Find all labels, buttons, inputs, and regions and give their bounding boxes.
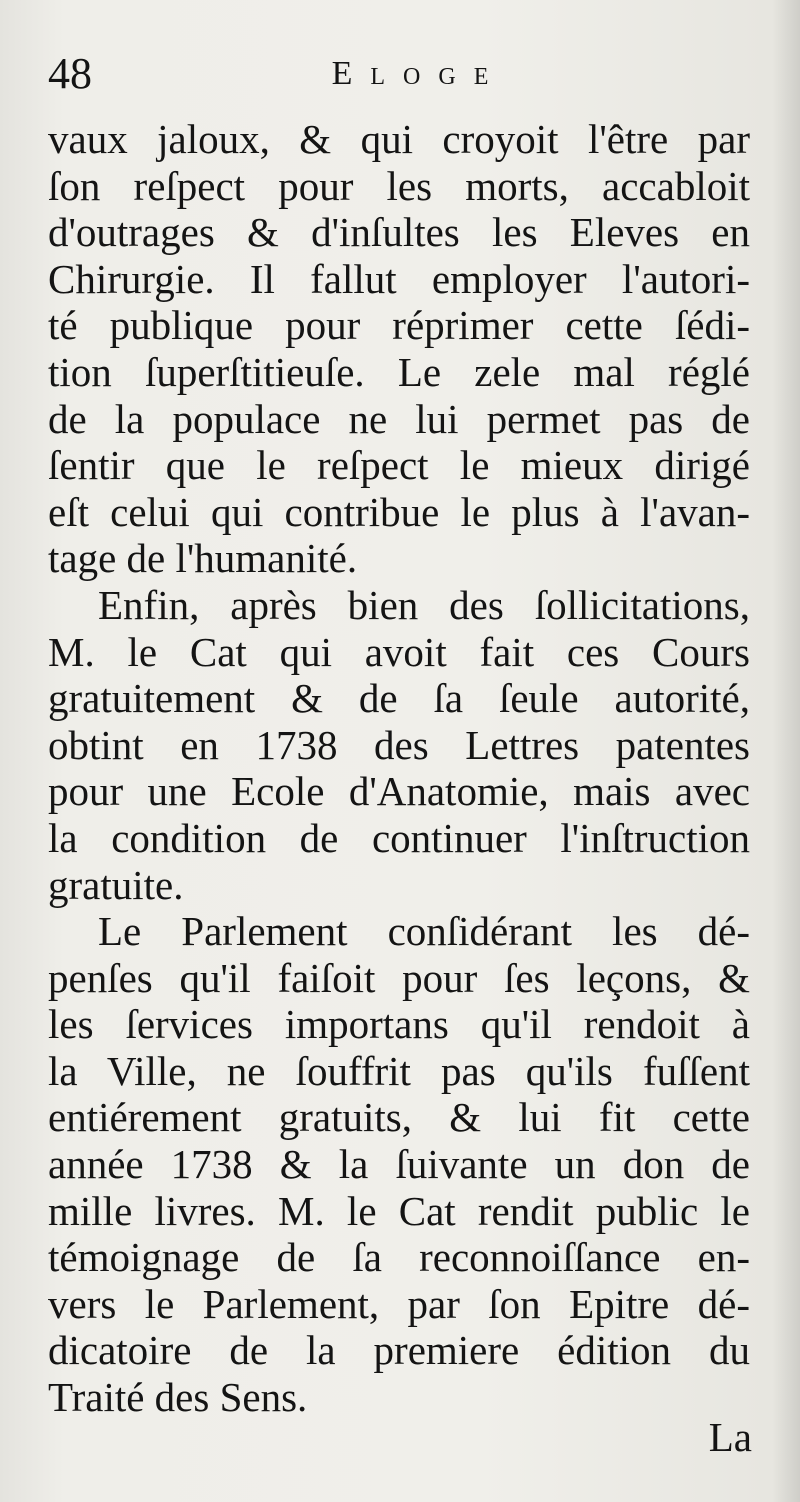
text-line: dicatoire de la premiere édition du <box>48 1327 750 1374</box>
text-line: d'outrages & d'inſultes les Eleves en <box>48 209 750 256</box>
text-line: gratuitement & de ſa ſeule autorité, <box>48 675 750 722</box>
text-line: année 1738 & la ſuivante un don de <box>48 1141 750 1188</box>
text-line: les ſervices importans qu'il rendoit à <box>48 1001 750 1048</box>
page-number: 48 <box>48 49 92 98</box>
text-line: M. le Cat qui avoit fait ces Cours <box>48 628 750 675</box>
text-line: Enfin, après bien des ſollicitations, <box>98 581 750 628</box>
text-line: obtint en 1738 des Lettres patentes <box>48 721 750 768</box>
text-line: ſon reſpect pour les morts, accabloit <box>48 162 750 209</box>
text-line: té publique pour réprimer cette ſédi- <box>48 302 750 349</box>
text-line: eſt celui qui contribue le plus à l'avan- <box>48 488 750 535</box>
text-line: tion ſuperſtitieuſe. Le zele mal réglé <box>48 348 750 395</box>
body-text <box>48 116 750 1421</box>
text-line: mille livres. M. le Cat rendit public le <box>48 1187 750 1234</box>
text-line: Chirurgie. Il fallut employer l'autori- <box>48 255 750 302</box>
text-line: la condition de continuer l'inſtruction <box>48 814 750 861</box>
paragraph <box>48 908 750 1421</box>
text-line: Le Parlement conſidérant les dé- <box>98 908 750 955</box>
text-line: Traité des Sens. <box>48 1374 308 1421</box>
paragraph <box>48 582 750 908</box>
text-line: vers le Parlement, par ſon Epitre dé- <box>48 1280 750 1327</box>
text-line: témoignage de ſa reconnoiſſance en- <box>48 1234 750 1281</box>
text-line: ſentir que le reſpect le mieux dirigé <box>48 442 750 489</box>
page-header <box>48 44 750 104</box>
running-title: Eloge <box>331 55 507 92</box>
text-line: la Ville, ne ſouffrit pas qu'ils fuſſent <box>48 1047 750 1094</box>
text-line: penſes qu'il faiſoit pour ſes leçons, & <box>48 954 750 1001</box>
paragraph <box>48 116 750 582</box>
text-line: de la populace ne lui permet pas de <box>48 395 750 442</box>
text-line: gratuite. <box>48 861 184 908</box>
text-line: entiérement gratuits, & lui fit cette <box>48 1094 750 1141</box>
text-line: vaux jaloux, & qui croyoit l'être par <box>48 116 750 162</box>
text-line: pour une Ecole d'Anatomie, mais avec <box>48 768 750 815</box>
page-edge-shadow <box>772 0 800 1502</box>
catchword: La <box>708 1414 752 1460</box>
text-line: tage de l'humanité. <box>48 535 358 582</box>
